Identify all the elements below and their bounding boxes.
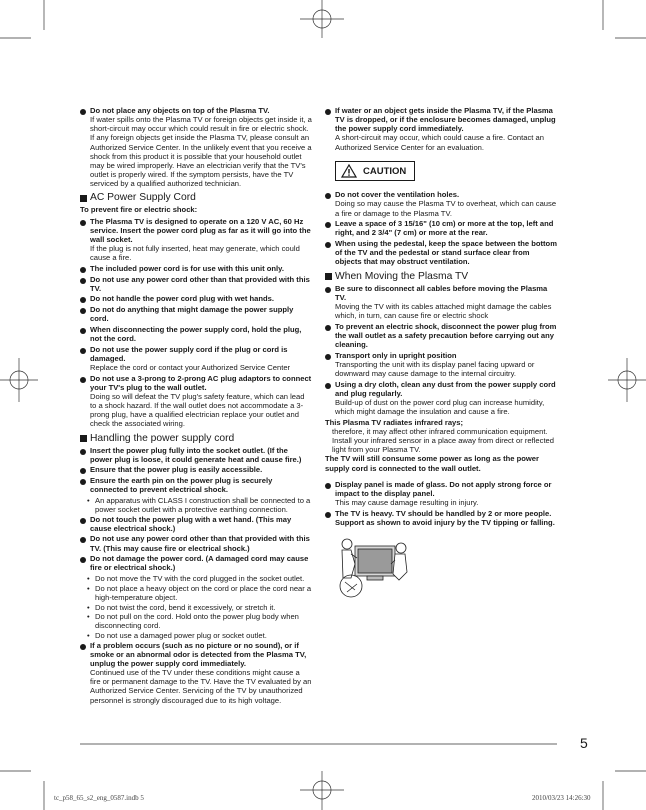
page-number: 5 bbox=[580, 735, 588, 751]
list-item bbox=[325, 239, 558, 266]
list-item bbox=[325, 190, 558, 217]
caution-label: CAUTION bbox=[363, 165, 407, 177]
list-item bbox=[325, 509, 558, 527]
list-item-bold: Be sure to disconnect all cables before moving the Plasma TV. bbox=[335, 283, 548, 302]
list-item-bold: Do not use any power cord other than that provided with this TV. bbox=[90, 274, 310, 293]
footer-file-info: tc_p58_65_s2_eng_0587.indb 5 bbox=[54, 794, 144, 802]
warning-triangle-icon bbox=[341, 164, 357, 178]
two-people-lifting-tv-illustration bbox=[337, 534, 409, 600]
list-item-bold: The Plasma TV is designed to operate on a 120 V AC, 60 Hz service. Insert the power cord plug as far as it will go into the wall socket. bbox=[90, 216, 311, 244]
list-item-bold: The included power cord is for use with this unit only. bbox=[90, 263, 284, 273]
list-item bbox=[325, 480, 558, 507]
section-square-icon bbox=[325, 273, 332, 280]
list-item: Do not place any objects on top of the Plasma TV. If water spills onto the Plasma TV or foreign objects get inside it, a short-circuit may occur which could result in fire or electric shock. If any foreign objects get inside the Plasma TV, please consult an Authorized Service Center. In the unlikely event that you receive a shock from this product it is possible that your household outlet may be wired improperly. Have an electrician verify that the TV's outlet is properly wired. If the symptom persists, have the TV serviced by a qualified authorized technician. bbox=[80, 106, 312, 188]
power-note: The TV will still consume some power as long as the power supply cord is connected to the wall outlet. bbox=[325, 454, 539, 473]
handling-list-2 bbox=[80, 515, 312, 573]
list-item-bold: Do not use any power cord other than that provided with this TV. (This may cause fire or electrical shock.) bbox=[90, 534, 310, 553]
list-item-bold: Do not use a 3-prong to 2-prong AC plug adaptors to connect your TV's plug to the wall outlet. bbox=[90, 373, 312, 392]
list-item-bold: Leave a space of 3 15/16" (10 cm) or more at the top, left and right, and 2 3/4" (7 cm) or more at the rear. bbox=[335, 219, 554, 238]
list-item-text: Moving the TV with its cables attached might damage the cables which, in turn, can cause fire or electric shock bbox=[335, 301, 552, 320]
list-item: If water or an object gets inside the Plasma TV, if the Plasma TV is dropped, or if the enclosure becomes damaged, unplug the power supply cord immediately. A short-circuit may occur, which could cause a fire. Contact an Authorized Service Center for an evaluation. bbox=[325, 106, 558, 152]
list-item-text: Replace the cord or contact your Authorized Service Center bbox=[90, 362, 291, 372]
list-item bbox=[325, 351, 558, 378]
earth-sub-list bbox=[80, 496, 312, 514]
list-item bbox=[80, 446, 312, 464]
sub-list-item: • Do not place a heavy object on the cord or place the cord near a high-temperature object. bbox=[87, 584, 312, 602]
list-item bbox=[80, 554, 312, 572]
ac-power-list bbox=[80, 217, 312, 429]
list-item: If a problem occurs (such as no picture or no sound), or if smoke or an abnormal odor is detected from the Plasma TV, unplug the power supply cord immediately. Continued use of the TV under these conditions might cause a fire or permanent damage to the TV. Have the TV evaluated by an Authorized Service Center. Servicing of the TV by unauthorized personnel is strongly discouraged due to its high voltage. bbox=[80, 641, 312, 705]
infrared-title: This Plasma TV radiates infrared rays; bbox=[325, 417, 464, 427]
list-item-text: Transporting the unit with its display panel facing upward or downward may cause damage to the internal circuitry. bbox=[335, 359, 535, 378]
section-square-icon bbox=[80, 195, 87, 202]
handling-heading: Handling the power supply cord bbox=[80, 433, 312, 445]
caution-box bbox=[335, 161, 415, 181]
list-item-bold: Using a dry cloth, clean any dust from the power supply cord and plug regularly. bbox=[335, 379, 556, 398]
sub-list-item: • Do not pull on the cord. Hold onto the power plug body when disconnecting cord. bbox=[87, 612, 312, 630]
sub-list-item: • Do not use a damaged power plug or socket outlet. bbox=[87, 631, 312, 640]
list-item bbox=[325, 380, 558, 417]
list-item-bold: When disconnecting the power supply cord, hold the plug, not the cord. bbox=[90, 324, 302, 343]
list-item-bold: The TV is heavy. TV should be handled by 2 or more people. Support as shown to avoid injury by the TV tipping or falling. bbox=[335, 508, 555, 527]
list-item bbox=[80, 534, 312, 552]
sub-list-item: • An apparatus with CLASS I construction shall be connected to a power socket outlet with a protective earthing connection. bbox=[87, 496, 312, 514]
list-item bbox=[80, 465, 312, 474]
ac-power-heading: AC Power Supply Cord bbox=[80, 192, 312, 204]
list-item bbox=[80, 294, 312, 303]
list-item-text: Doing so will defeat the TV plug's safety feature, which can lead to a shock hazard. If the wall outlet does not accommodate a 3-prong plug, have a qualified electrician replace your outlet and check the associated wiring. bbox=[90, 391, 305, 429]
moving-list bbox=[325, 284, 558, 417]
damage-sub-list bbox=[80, 574, 312, 640]
list-item-text: This may cause damage resulting in injury. bbox=[335, 497, 479, 507]
list-item-bold: Do not do anything that might damage the power supply cord. bbox=[90, 304, 294, 324]
list-item-bold: Ensure that the power plug is easily accessible. bbox=[90, 465, 263, 475]
section-square-icon bbox=[80, 435, 87, 442]
list-item bbox=[80, 476, 312, 494]
list-item bbox=[325, 219, 558, 237]
list-item bbox=[80, 217, 312, 263]
list-item-bold: Insert the power plug fully into the socket outlet. (If the power plug is loose, it could generate heat and cause fire.) bbox=[90, 445, 302, 464]
list-item bbox=[80, 325, 312, 343]
ac-power-lead: To prevent fire or electric shock: bbox=[80, 205, 198, 215]
list-item-bold: Do not damage the power cord. (A damaged cord may cause fire or electrical shock.) bbox=[90, 554, 309, 573]
list-item bbox=[80, 275, 312, 293]
infrared-text: therefore, it may affect other infrared communication equipment. Install your infrared sensor in a place away from direct or reflected light from your Plasma TV. bbox=[332, 426, 555, 455]
footer-timestamp: 2010/03/23 14:26:30 bbox=[532, 794, 591, 802]
list-item-bold: To prevent an electric shock, disconnect the power plug from the wall outlet as a safety precaution before carrying out any cleaning. bbox=[335, 321, 557, 349]
moving-heading: When Moving the Plasma TV bbox=[325, 271, 558, 283]
handling-list bbox=[80, 446, 312, 495]
list-item-bold: Do not touch the power plug with a wet hand. (This may cause electrical shock.) bbox=[90, 514, 292, 533]
list-item bbox=[80, 345, 312, 372]
list-item-bold: Do not handle the power cord plug with wet hands. bbox=[90, 294, 274, 304]
list-item-bold: Do not use the power supply cord if the plug or cord is damaged. bbox=[90, 344, 288, 363]
list-item bbox=[80, 264, 312, 273]
list-item bbox=[80, 305, 312, 323]
caution-list bbox=[325, 190, 558, 266]
right-column bbox=[325, 106, 558, 603]
list-item-bold: Transport only in upright position bbox=[335, 350, 457, 360]
list-item bbox=[325, 284, 558, 321]
list-item-bold: When using the pedestal, keep the space between the bottom of the TV and the pedestal or stand surface clear from objects that may obstruct ventilation. bbox=[335, 239, 557, 267]
sub-list-item: • Do not twist the cord, bend it excessively, or stretch it. bbox=[87, 603, 312, 612]
left-column bbox=[80, 106, 312, 706]
list-item bbox=[80, 374, 312, 429]
list-item bbox=[325, 322, 558, 349]
list-item-bold: Display panel is made of glass. Do not apply strong force or impact to the display panel. bbox=[335, 479, 552, 498]
sub-list-item: • Do not move the TV with the cord plugged in the socket outlet. bbox=[87, 574, 312, 583]
list-item bbox=[80, 515, 312, 533]
list-item-text: Build-up of dust on the power cord plug can increase humidity, which might damage the insulation and cause a fire. bbox=[335, 397, 545, 417]
list-item-bold: Ensure the earth pin on the power plug is securely connected to prevent electrical shock. bbox=[90, 475, 273, 495]
list-item-text: If the plug is not fully inserted, heat may generate, which could cause a fire. bbox=[90, 244, 300, 263]
final-list bbox=[325, 480, 558, 527]
list-item-text: Doing so may cause the Plasma TV to overheat, which can cause a fire or damage to the Plasma TV. bbox=[335, 199, 557, 218]
list-item-bold: Do not cover the ventilation holes. bbox=[335, 190, 460, 200]
